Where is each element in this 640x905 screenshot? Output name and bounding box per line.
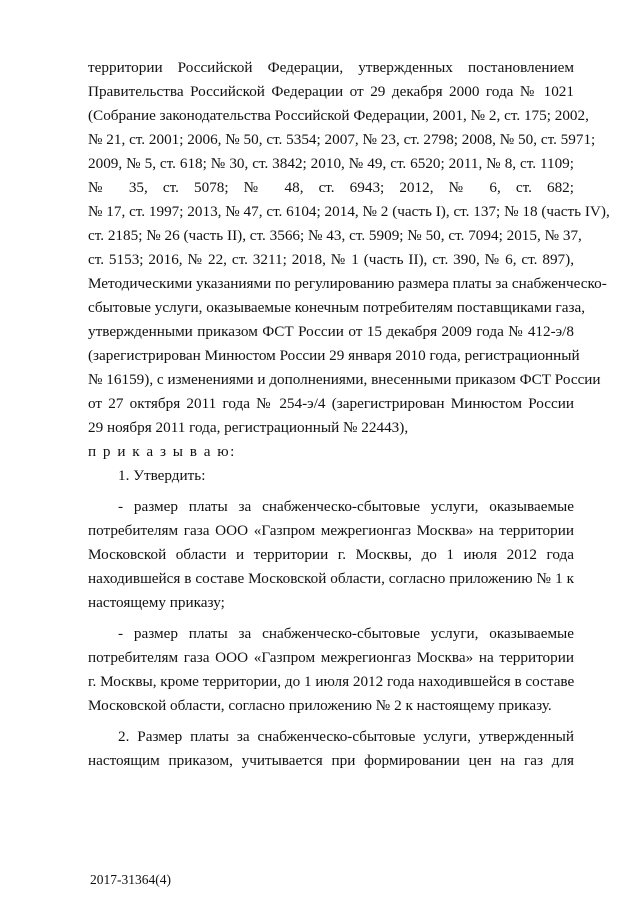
text-line: Методическими указаниями по регулированию размера платы за снабженческо- — [88, 275, 607, 292]
text-line: сбытовые услуги, оказываемые конечным потребителям поставщиками газа, — [88, 299, 586, 316]
document-body — [88, 56, 610, 773]
text-line: от 27 октября 2011 года № 254-э/4 (зарегистрирован Минюстом России — [88, 395, 574, 412]
text-line: Московской области, согласно приложению № 2 к настоящему приказу. — [88, 697, 552, 714]
text-line: 29 ноября 2011 года, регистрационный № 22443), — [88, 419, 409, 436]
text-line: - размер платы за снабженческо-сбытовые услуги, оказываемые — [118, 625, 574, 642]
text-line: - размер платы за снабженческо-сбытовые услуги, оказываемые — [118, 498, 574, 515]
text-line: 2. Размер платы за снабженческо-сбытовые услуги, утвержденный — [118, 728, 574, 745]
text-line: № 16159), с изменениями и дополнениями, внесенными приказом ФСТ России — [88, 371, 601, 388]
order-word: п р и к а з ы в а ю: — [88, 443, 236, 460]
text-line: ст. 2185; № 26 (часть II), ст. 3566; № 43, ст. 5909; № 50, ст. 7094; 2015, № 37, — [88, 227, 582, 244]
text-line: потребителям газа ООО «Газпром межрегионгаз Москва» на территории — [88, 649, 574, 666]
text-line: ст. 5153; 2016, № 22, ст. 3211; 2018, № 1 (часть II), ст. 390, № 6, ст. 897), — [88, 251, 574, 268]
text-line: № 17, ст. 1997; 2013, № 47, ст. 6104; 2014, № 2 (часть I), ст. 137; № 18 (часть IV), — [88, 203, 610, 220]
text-line: (Собрание законодательства Российской Федерации, 2001, № 2, ст. 175; 2002, — [88, 107, 589, 124]
text-line: территории Российской Федерации, утвержденных постановлением — [88, 59, 574, 76]
text-line: утвержденными приказом ФСТ России от 15 декабря 2009 года № 412-э/8 — [88, 323, 574, 340]
text-line: г. Москвы, кроме территории, до 1 июля 2012 года находившейся в составе — [88, 673, 575, 690]
document-footer-code: 2017-31364(4) — [90, 872, 171, 887]
text-line: № 21, ст. 2001; 2006, № 50, ст. 5354; 2007, № 23, ст. 2798; 2008, № 50, ст. 5971; — [88, 131, 596, 148]
text-line: 2009, № 5, ст. 618; № 30, ст. 3842; 2010, № 49, ст. 6520; 2011, № 8, ст. 1109; — [88, 155, 574, 172]
text-line: настоящему приказу; — [88, 594, 225, 611]
text-line: потребителям газа ООО «Газпром межрегионгаз Москва» на территории — [88, 522, 574, 539]
text-line: Правительства Российской Федерации от 29 декабря 2000 года № 1021 — [88, 83, 574, 100]
text-line: настоящим приказом, учитывается при формировании цен на газ для — [88, 752, 574, 769]
text-line: Московской области и территории г. Москвы, до 1 июля 2012 года — [88, 546, 574, 563]
text-line: № 35, ст. 5078; № 48, ст. 6943; 2012, № 6, ст. 682; — [88, 179, 574, 196]
text-line: (зарегистрирован Минюстом России 29 января 2010 года, регистрационный — [88, 347, 580, 364]
text-line: находившейся в составе Московской области, согласно приложению № 1 к — [88, 570, 574, 587]
paragraph-heading: 1. Утвердить: — [118, 467, 206, 484]
